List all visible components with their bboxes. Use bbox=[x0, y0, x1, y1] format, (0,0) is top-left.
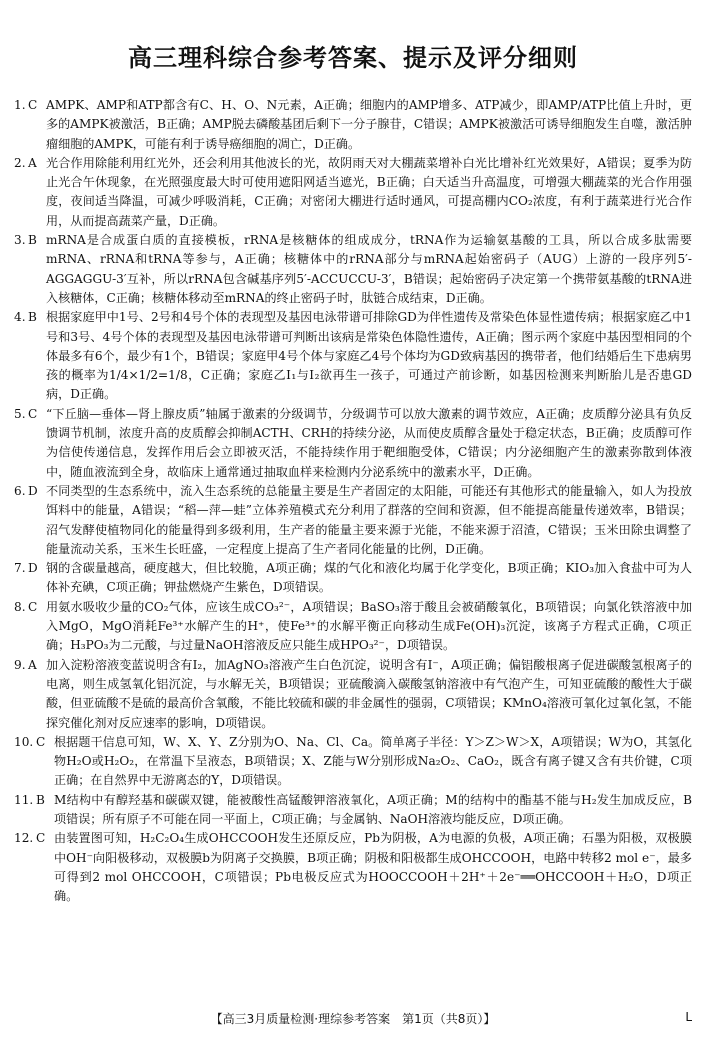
answer-item bbox=[14, 791, 692, 830]
explanation-text: 由装置图可知，H₂C₂O₄生成OHCCOOH发生还原反应，Pb为阴极，A为电源的负极，A项正确；石墨为阳极，双极膜中OH⁻向阳极移动，双极膜b为阴离子交换膜，B项正确；阴极和阳极都生成OHCCOOH，电路中转移2 mol e⁻，最多可得到2 mol OHCCOOH，C项错误；Pb电极反应式为HOOCCOOH＋2H⁺＋2e⁻══OHCCOOH＋H₂O，D项正确。 bbox=[54, 831, 692, 904]
answer-choice: C bbox=[28, 98, 38, 112]
page-title: 高三理科综合参考答案、提示及评分细则 bbox=[128, 44, 578, 72]
answer-choice: C bbox=[28, 599, 38, 614]
question-number: 6. bbox=[14, 483, 26, 498]
answer-item bbox=[14, 598, 692, 656]
answer-item bbox=[14, 231, 692, 308]
explanation-text: M结构中有醇羟基和碳碳双键，能被酸性高锰酸钾溶液氧化，A项正确；M的结构中的酯基不能与H₂发生加成反应，B项错误；所有原子不可能在同一平面上，C项正确；与金属钠、NaOH溶液均能反应，D项正确。 bbox=[54, 792, 692, 826]
question-number: 11. bbox=[14, 792, 34, 807]
explanation-text: “下丘脑—垂体—肾上腺皮质”轴属于激素的分级调节，分级调节可以放大激素的调节效应，A正确；皮质醇分泌具有负反馈调节机制，浓度升高的皮质醇会抑制ACTH、CRH的持续分泌，从而使皮质醇含量处于稳定状态，B正确；皮质醇可作为信使传递信息，发挥作用后会立即被灭活，不能持续作用于靶细胞受体，C错误；内分泌细胞产生的激素弥散到体液中，随血液流到全身，故临床上通常通过抽取血样来检测内分泌系统中的激素水平，D正确。 bbox=[46, 406, 692, 479]
answer-item bbox=[14, 829, 692, 906]
page-footer bbox=[0, 1010, 706, 1027]
answer-item bbox=[14, 656, 692, 733]
answer-item bbox=[14, 482, 692, 559]
explanation-text: 根据家庭甲中1号、2号和4号个体的表现型及基因电泳带谱可排除GD为伴性遗传及常染色体显性遗传病；根据家庭乙中1号和3号、4号个体的表现型及基因电泳带谱可判断出该病是常染色体隐性遗传，A正确；图示两个家庭中基因型相同的个体最多有6个，最少有1个，B错误；家庭甲4号个体与家庭乙4号个体均为GD致病基因的携带者，他们结婚后生下患病男孩的概率为1/4×1/2=1/8，C正确；家庭乙Ⅰ₁与Ⅰ₂欲再生一孩子，可通过产前诊断，如基因检测来判断胎儿是否患GD病，D正确。 bbox=[46, 310, 692, 402]
explanation-text: AMPK、AMP和ATP都含有C、H、O、N元素，A正确；细胞内的AMP增多、ATP减少，即AMP/ATP比值上升时，更多的AMPK被激活，B正确；AMP脱去磷酸基团后剩下一分子腺苷，C错误；AMPK被激活可诱导细胞发生自噬，激活肿瘤细胞的AMPK，可能有利于诱导癌细胞的凋亡，D正确。 bbox=[46, 98, 692, 151]
answer-item bbox=[14, 308, 692, 404]
question-number: 12. bbox=[14, 831, 34, 846]
question-number: 1. bbox=[14, 98, 26, 112]
answer-choice: B bbox=[36, 792, 45, 807]
answer-choice: A bbox=[28, 155, 37, 170]
question-number: 5. bbox=[14, 406, 26, 421]
answer-choice: B bbox=[28, 310, 37, 325]
answer-choice: C bbox=[28, 406, 38, 421]
answer-item bbox=[14, 559, 692, 598]
footer-mark: L bbox=[685, 1010, 692, 1024]
answer-item bbox=[14, 405, 692, 482]
question-number: 7. bbox=[14, 561, 26, 576]
explanation-text: 钢的含碳量越高，硬度越大，但比较脆，A项正确；煤的气化和液化均属于化学变化，B项正确；KIO₃加入食盐中可为人体补充碘，C项正确；钾盐燃烧产生紫色，D项错误。 bbox=[46, 561, 692, 595]
question-number: 2. bbox=[14, 155, 26, 170]
question-number: 8. bbox=[14, 599, 26, 614]
answer-item bbox=[14, 96, 692, 154]
explanation-text: 根据题干信息可知，W、X、Y、Z分别为O、Na、Cl、Ca。简单离子半径：Y＞Z＞W＞X，A项错误；W为O，其氢化物H₂O或H₂O₂，在常温下呈液态，B项错误；X、Z能与W分别形成Na₂O₂、CaO₂，既含有离子键又含有共价键，C项正确；在自然界中无游离态的Y，D项错误。 bbox=[54, 734, 692, 788]
explanation-text: 加入淀粉溶液变蓝说明含有I₂，加AgNO₃溶液产生白色沉淀，说明含有I⁻，A项正确；偏铝酸根离子促进碳酸氢根离子的电离，则生成氢氧化铝沉淀，与水解无关，B项错误；亚硫酸滴入碳酸氢钠溶液中有气泡产生，可知亚硫酸的酸性大于碳酸，但亚硫酸不是硫的最高价含氧酸，不能比较硫和碳的非金属性的强弱，C项错误；KMnO₄溶液可氧化过氧化氢，不能探究催化剂对反应速率的影响，D项错误。 bbox=[46, 657, 692, 730]
question-number: 3. bbox=[14, 233, 26, 248]
explanation-text: 光合作用除能利用红光外，还会利用其他波长的光，故阴雨天对大棚蔬菜增补白光比增补红光效果好，A错误；夏季为防止光合午休现象，在光照强度最大时可使用遮阳网适当遮光，B正确；白天适当升高温度，可增强大棚蔬菜的光合作用强度，夜间适当降温，可减少呼吸消耗，C正确；对密闭大棚进行适时通风，可提高棚内CO₂浓度，有利于蔬菜进行光合作用，从而提高蔬菜产量，D正确。 bbox=[46, 155, 692, 228]
answer-choice: D bbox=[28, 561, 38, 576]
question-number: 9. bbox=[14, 657, 26, 672]
answer-choice: A bbox=[28, 657, 37, 672]
answer-choice: B bbox=[28, 233, 37, 248]
answer-choice: D bbox=[28, 483, 38, 498]
answer-choice: C bbox=[36, 734, 46, 749]
answer-list bbox=[14, 96, 692, 906]
question-number: 4. bbox=[14, 310, 26, 325]
question-number: 10. bbox=[14, 734, 34, 749]
answer-choice: C bbox=[36, 831, 46, 846]
answer-item bbox=[14, 733, 692, 791]
explanation-text: mRNA是合成蛋白质的直接模板，rRNA是核糖体的组成成分，tRNA作为运输氨基酸的工具，所以合成多肽需要mRNA、rRNA和tRNA等参与，A正确；核糖体中的rRNA部分与mRNA起始密码子（AUG）上游的一段序列5′-AGGAGGU-3′互补，所以rRNA包含碱基序列5′-ACCUCCU-3′，B错误；起始密码子决定第一个携带氨基酸的tRNA进入核糖体，C正确；核糖体移动至mRNA的终止密码子时，肽链合成结束，D正确。 bbox=[46, 233, 692, 305]
explanation-text: 用氨水吸收少量的CO₂气体，应该生成CO₃²⁻，A项错误；BaSO₃溶于酸且会被硝酸氧化，B项错误；向氯化铁溶液中加入MgO，MgO消耗Fe³⁺水解产生的H⁺，使Fe³⁺的水解平衡正向移动生成Fe(OH)₃沉淀，该离子方程式正确，C项正确；H₃PO₃为二元酸，与过量NaOH溶液反应只能生成HPO₃²⁻，D项错误。 bbox=[46, 599, 692, 653]
explanation-text: 不同类型的生态系统中，流入生态系统的总能量主要是生产者固定的太阳能，可能还有其他形式的能量输入，如人为投放饵料中的能量，A错误；“稻—萍—蛙”立体养殖模式充分利用了群落的空间和资源，但不能提高能量传递效率，B错误；沼气发酵使植物同化的能量得到多级利用，生产者的能量主要来源于光能，不能来源于沼渣，C错误；玉米田除虫调整了能量流动关系，玉米生长旺盛，一定程度上提高了生产者同化能量的比例，D正确。 bbox=[46, 483, 692, 556]
answer-item bbox=[14, 154, 692, 231]
footer-text: 【高三3月质量检测·理综参考答案 第1页（共8页）】 bbox=[210, 1012, 496, 1026]
